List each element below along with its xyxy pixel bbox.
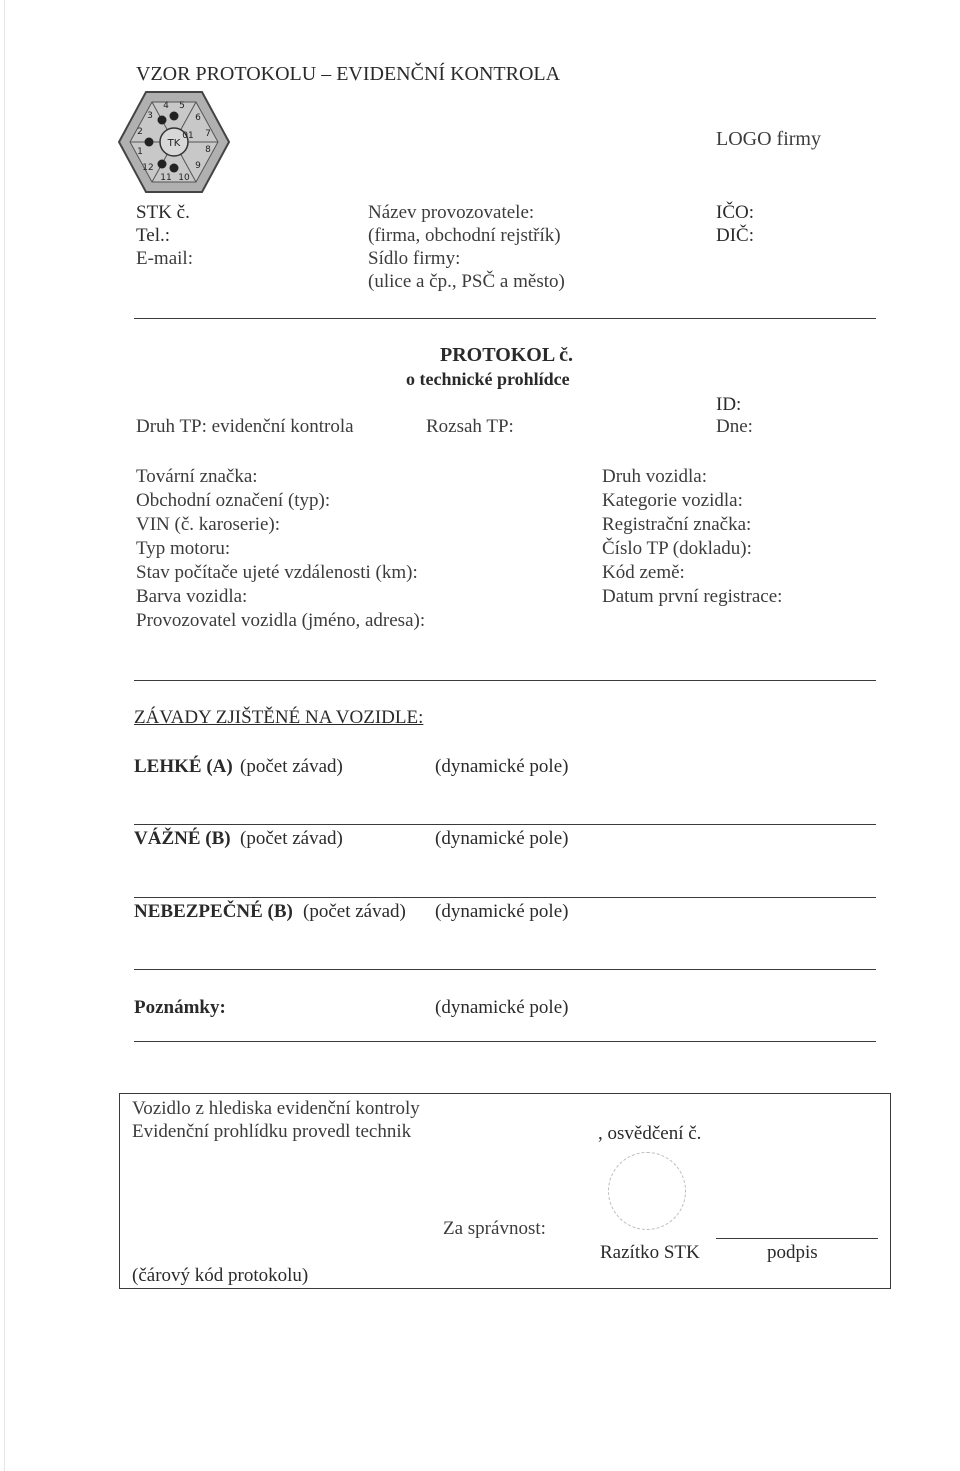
scan-edge [4, 0, 5, 1471]
divider [134, 897, 876, 898]
svg-text:1: 1 [137, 147, 143, 157]
svg-text:4: 4 [163, 101, 169, 111]
svg-text:5: 5 [179, 101, 185, 111]
ico-label: IČO: [716, 202, 754, 223]
vehicle-field-label: VIN (č. karoserie): [136, 514, 281, 535]
technician-line: Evidenční prohlídku provedl technik [132, 1121, 412, 1142]
svg-text:6: 6 [195, 113, 201, 123]
logo-placeholder: LOGO firmy [716, 128, 821, 150]
defects-heading: ZÁVADY ZJIŠTĚNÉ NA VOZIDLE: [134, 707, 424, 728]
dangerous-defects-label: NEBEZPEČNÉ (B) [134, 901, 293, 922]
stk-emblem-icon [118, 90, 230, 194]
notes-value: (dynamické pole) [435, 997, 569, 1018]
vehicle-field-label: Datum první registrace: [602, 586, 783, 607]
inspection-scope-label: Rozsah TP: [426, 416, 514, 437]
major-defects-value: (dynamické pole) [435, 828, 569, 849]
divider [134, 318, 876, 319]
email-label: E-mail: [136, 248, 193, 269]
stamp-area [608, 1152, 686, 1230]
protocol-subtitle: o technické prohlídce [406, 369, 570, 389]
vehicle-field-label: Číslo TP (dokladu): [602, 538, 752, 559]
seat-hint: (ulice a čp., PSČ a město) [368, 271, 565, 292]
divider [134, 969, 876, 970]
dangerous-defects-count: (počet závad) [303, 901, 406, 922]
dic-label: DIČ: [716, 225, 754, 246]
svg-text:9: 9 [195, 161, 201, 171]
dangerous-defects-value: (dynamické pole) [435, 901, 569, 922]
document-title: VZOR PROTOKOLU – EVIDENČNÍ KONTROLA [136, 63, 561, 85]
minor-defects-label: LEHKÉ (A) [134, 756, 233, 777]
svg-text:3: 3 [147, 111, 153, 121]
barcode-placeholder: (čárový kód protokolu) [132, 1265, 309, 1286]
correctness-label: Za správnost: [443, 1218, 546, 1239]
svg-text:10: 10 [178, 173, 190, 183]
svg-text:2: 2 [137, 127, 143, 137]
major-defects-label: VÁŽNÉ (B) [134, 828, 231, 849]
protocol-title: PROTOKOL č. [440, 344, 573, 366]
seat-label: Sídlo firmy: [368, 248, 461, 269]
divider [134, 824, 876, 825]
date-label: Dne: [716, 416, 753, 437]
conclusion-line: Vozidlo z hlediska evidenční kontroly [132, 1098, 420, 1119]
operator-name-label: Název provozovatele: [368, 202, 535, 223]
vehicle-field-label: Stav počítače ujeté vzdálenosti (km): [136, 562, 418, 583]
vehicle-field-label: Kód země: [602, 562, 685, 583]
signature-label: podpis [767, 1242, 818, 1263]
minor-defects-value: (dynamické pole) [435, 756, 569, 777]
vehicle-field-label: Tovární značka: [136, 466, 258, 487]
tel-label: Tel.: [136, 225, 171, 246]
svg-text:01: 01 [182, 131, 194, 141]
vehicle-field-label: Typ motoru: [136, 538, 231, 559]
operator-name-hint: (firma, obchodní rejstřík) [368, 225, 561, 246]
vehicle-field-label: Barva vozidla: [136, 586, 248, 607]
svg-text:11: 11 [160, 173, 172, 183]
notes-label: Poznámky: [134, 997, 226, 1018]
divider [134, 1041, 876, 1042]
certificate-label: , osvědčení č. [598, 1123, 702, 1144]
vehicle-field-label: Provozovatel vozidla (jméno, adresa): [136, 610, 426, 631]
major-defects-count: (počet závad) [240, 828, 343, 849]
svg-text:8: 8 [205, 145, 211, 155]
stk-number-label: STK č. [136, 202, 190, 223]
id-label: ID: [716, 394, 742, 415]
vehicle-field-label: Registrační značka: [602, 514, 752, 535]
divider [134, 680, 876, 681]
signature-line [716, 1238, 878, 1239]
vehicle-field-label: Obchodní označení (typ): [136, 490, 331, 511]
vehicle-field-label: Kategorie vozidla: [602, 490, 743, 511]
svg-text:TK: TK [167, 138, 181, 149]
inspection-type: Druh TP: evidenční kontrola [136, 416, 354, 437]
svg-text:12: 12 [142, 163, 154, 173]
svg-text:7: 7 [205, 129, 211, 139]
minor-defects-count: (počet závad) [240, 756, 343, 777]
stamp-label: Razítko STK [600, 1242, 700, 1263]
vehicle-field-label: Druh vozidla: [602, 466, 708, 487]
